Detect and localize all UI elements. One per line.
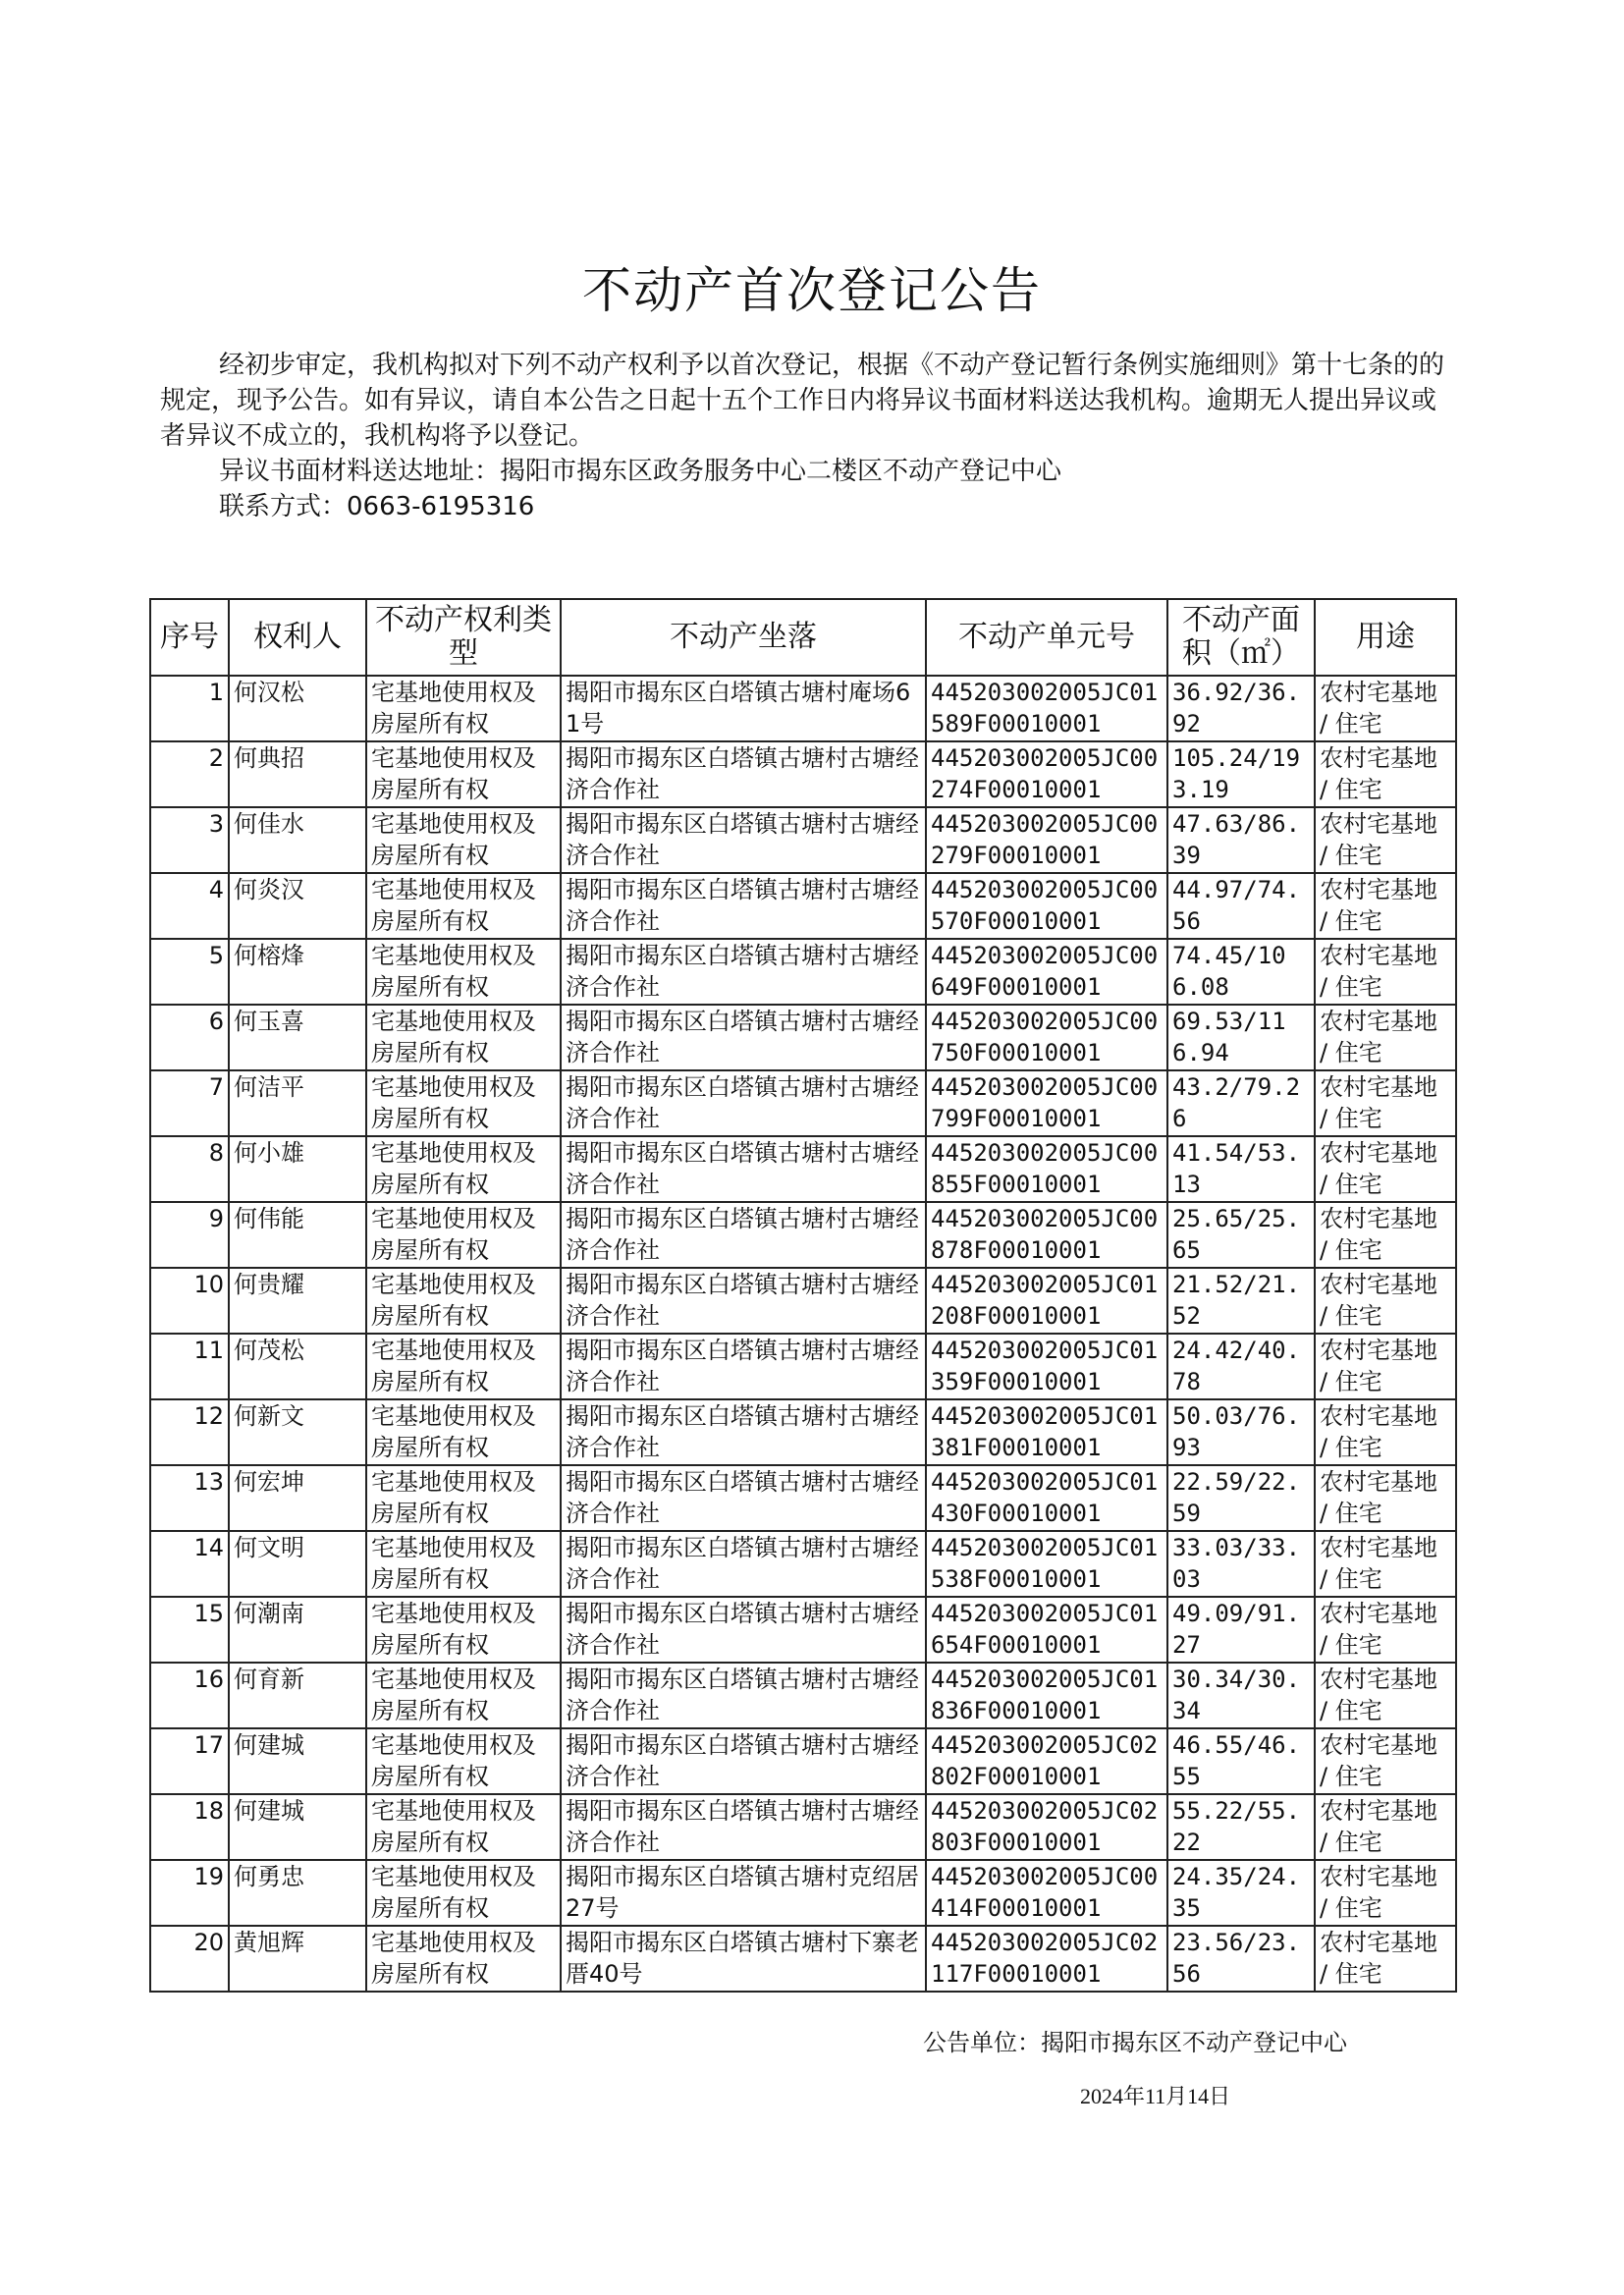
table-row [150,1070,1456,1136]
cell-unit-number: 445203002005JC01836F00010001 [926,1663,1167,1728]
cell-owner: 何玉喜 [229,1005,366,1070]
cell-seq: 10 [150,1268,229,1334]
cell-unit-number: 445203002005JC02802F00010001 [926,1728,1167,1794]
cell-usage: 农村宅基地 / 住宅 [1315,1465,1456,1531]
cell-seq: 14 [150,1531,229,1597]
cell-area: 74.45/106.08 [1167,939,1315,1005]
intro-paragraph: 经初步审定，我机构拟对下列不动产权利予以首次登记，根据《不动产登记暂行条例实施细则》第十七条的的规定，现予公告。如有异议，请自本公告之日起十五个工作日内将异议书面材料送达我机构。逾期无人提出异议或者异议不成立的，我机构将予以登记。 [160,351,1445,451]
cell-area: 55.22/55.22 [1167,1794,1315,1860]
table-header-row [150,599,1456,676]
cell-usage: 农村宅基地 / 住宅 [1315,1334,1456,1399]
cell-location: 揭阳市揭东区白塔镇古塘村古塘经济合作社 [561,1531,926,1597]
header-location: 不动产坐落 [561,599,926,676]
intro-text [160,348,1446,524]
header-unit-number: 不动产单元号 [926,599,1167,676]
cell-area: 43.2/79.26 [1167,1070,1315,1136]
cell-seq: 20 [150,1926,229,1992]
table-row [150,1926,1456,1992]
cell-usage: 农村宅基地 / 住宅 [1315,1794,1456,1860]
cell-right-type: 宅基地使用权及房屋所有权 [366,1070,561,1136]
cell-location: 揭阳市揭东区白塔镇古塘村古塘经济合作社 [561,1728,926,1794]
cell-right-type: 宅基地使用权及房屋所有权 [366,1597,561,1663]
cell-unit-number: 445203002005JC00414F00010001 [926,1860,1167,1926]
cell-usage: 农村宅基地 / 住宅 [1315,1202,1456,1268]
header-seq: 序号 [150,599,229,676]
cell-unit-number: 445203002005JC01654F00010001 [926,1597,1167,1663]
cell-owner: 何建城 [229,1794,366,1860]
cell-location: 揭阳市揭东区白塔镇古塘村古塘经济合作社 [561,1597,926,1663]
header-right-type: 不动产权利类型 [366,599,561,676]
cell-location: 揭阳市揭东区白塔镇古塘村古塘经济合作社 [561,807,926,873]
cell-area: 25.65/25.65 [1167,1202,1315,1268]
cell-area: 24.35/24.35 [1167,1860,1315,1926]
cell-owner: 何贵耀 [229,1268,366,1334]
cell-usage: 农村宅基地 / 住宅 [1315,1136,1456,1202]
cell-area: 21.52/21.52 [1167,1268,1315,1334]
page-title: 不动产首次登记公告 [582,261,1042,319]
cell-right-type: 宅基地使用权及房屋所有权 [366,1663,561,1728]
cell-owner: 何育新 [229,1663,366,1728]
cell-seq: 17 [150,1728,229,1794]
announcing-unit: 公告单位：揭阳市揭东区不动产登记中心 [923,2029,1347,2056]
table-row [150,1465,1456,1531]
cell-unit-number: 445203002005JC00878F00010001 [926,1202,1167,1268]
cell-area: 46.55/46.55 [1167,1728,1315,1794]
cell-right-type: 宅基地使用权及房屋所有权 [366,939,561,1005]
table-row [150,939,1456,1005]
cell-right-type: 宅基地使用权及房屋所有权 [366,1728,561,1794]
cell-seq: 4 [150,873,229,939]
cell-area: 47.63/86.39 [1167,807,1315,873]
table-row [150,1334,1456,1399]
cell-usage: 农村宅基地 / 住宅 [1315,1268,1456,1334]
cell-usage: 农村宅基地 / 住宅 [1315,676,1456,741]
cell-right-type: 宅基地使用权及房屋所有权 [366,1794,561,1860]
cell-seq: 13 [150,1465,229,1531]
cell-seq: 12 [150,1399,229,1465]
cell-right-type: 宅基地使用权及房屋所有权 [366,1860,561,1926]
cell-location: 揭阳市揭东区白塔镇古塘村下寨老厝40号 [561,1926,926,1992]
table-body [150,676,1456,1992]
table-row [150,873,1456,939]
cell-area: 22.59/22.59 [1167,1465,1315,1531]
cell-seq: 19 [150,1860,229,1926]
cell-seq: 6 [150,1005,229,1070]
table-row [150,1531,1456,1597]
cell-right-type: 宅基地使用权及房屋所有权 [366,1399,561,1465]
cell-seq: 7 [150,1070,229,1136]
cell-usage: 农村宅基地 / 住宅 [1315,1926,1456,1992]
cell-owner: 何小雄 [229,1136,366,1202]
cell-usage: 农村宅基地 / 住宅 [1315,873,1456,939]
cell-usage: 农村宅基地 / 住宅 [1315,1597,1456,1663]
cell-owner: 何伟能 [229,1202,366,1268]
cell-right-type: 宅基地使用权及房屋所有权 [366,1926,561,1992]
cell-unit-number: 445203002005JC01430F00010001 [926,1465,1167,1531]
cell-usage: 农村宅基地 / 住宅 [1315,939,1456,1005]
cell-area: 36.92/36.92 [1167,676,1315,741]
cell-unit-number: 445203002005JC01359F00010001 [926,1334,1167,1399]
table-row [150,1136,1456,1202]
cell-usage: 农村宅基地 / 住宅 [1315,1860,1456,1926]
table-row [150,1399,1456,1465]
cell-location: 揭阳市揭东区白塔镇古塘村古塘经济合作社 [561,1794,926,1860]
cell-usage: 农村宅基地 / 住宅 [1315,1070,1456,1136]
cell-owner: 何茂松 [229,1334,366,1399]
cell-owner: 何典招 [229,741,366,807]
cell-unit-number: 445203002005JC00570F00010001 [926,873,1167,939]
cell-owner: 何洁平 [229,1070,366,1136]
cell-unit-number: 445203002005JC02117F00010001 [926,1926,1167,1992]
cell-seq: 18 [150,1794,229,1860]
cell-unit-number: 445203002005JC00274F00010001 [926,741,1167,807]
cell-owner: 何建城 [229,1728,366,1794]
cell-usage: 农村宅基地 / 住宅 [1315,741,1456,807]
cell-seq: 16 [150,1663,229,1728]
cell-right-type: 宅基地使用权及房屋所有权 [366,1465,561,1531]
cell-owner: 黄旭辉 [229,1926,366,1992]
cell-usage: 农村宅基地 / 住宅 [1315,1728,1456,1794]
cell-unit-number: 445203002005JC01538F00010001 [926,1531,1167,1597]
table-row [150,807,1456,873]
announcement-date: 2024年11月14日 [1080,2084,1231,2108]
cell-area: 44.97/74.56 [1167,873,1315,939]
table-row [150,1663,1456,1728]
cell-area: 30.34/30.34 [1167,1663,1315,1728]
contact-info: 联系方式：0663-6195316 [219,492,535,521]
table-row [150,1728,1456,1794]
cell-owner: 何宏坤 [229,1465,366,1531]
cell-right-type: 宅基地使用权及房屋所有权 [366,873,561,939]
registration-table [149,598,1457,1993]
cell-unit-number: 445203002005JC00750F00010001 [926,1005,1167,1070]
cell-right-type: 宅基地使用权及房屋所有权 [366,807,561,873]
cell-unit-number: 445203002005JC00799F00010001 [926,1070,1167,1136]
cell-location: 揭阳市揭东区白塔镇古塘村古塘经济合作社 [561,741,926,807]
cell-owner: 何文明 [229,1531,366,1597]
cell-usage: 农村宅基地 / 住宅 [1315,1005,1456,1070]
cell-usage: 农村宅基地 / 住宅 [1315,1531,1456,1597]
cell-location: 揭阳市揭东区白塔镇古塘村古塘经济合作社 [561,1465,926,1531]
cell-unit-number: 445203002005JC00279F00010001 [926,807,1167,873]
cell-seq: 5 [150,939,229,1005]
cell-usage: 农村宅基地 / 住宅 [1315,1399,1456,1465]
cell-seq: 9 [150,1202,229,1268]
cell-location: 揭阳市揭东区白塔镇古塘村古塘经济合作社 [561,1136,926,1202]
table-row [150,1860,1456,1926]
cell-area: 69.53/116.94 [1167,1005,1315,1070]
header-area: 不动产面积（㎡） [1167,599,1315,676]
cell-seq: 3 [150,807,229,873]
cell-right-type: 宅基地使用权及房屋所有权 [366,1531,561,1597]
cell-right-type: 宅基地使用权及房屋所有权 [366,1268,561,1334]
cell-location: 揭阳市揭东区白塔镇古塘村古塘经济合作社 [561,1202,926,1268]
cell-location: 揭阳市揭东区白塔镇古塘村古塘经济合作社 [561,873,926,939]
cell-right-type: 宅基地使用权及房屋所有权 [366,1136,561,1202]
cell-right-type: 宅基地使用权及房屋所有权 [366,741,561,807]
header-owner: 权利人 [229,599,366,676]
cell-area: 50.03/76.93 [1167,1399,1315,1465]
objection-address: 异议书面材料送达地址：揭阳市揭东区政务服务中心二楼区不动产登记中心 [219,457,1062,486]
cell-location: 揭阳市揭东区白塔镇古塘村古塘经济合作社 [561,1399,926,1465]
cell-location: 揭阳市揭东区白塔镇古塘村古塘经济合作社 [561,939,926,1005]
cell-area: 49.09/91.27 [1167,1597,1315,1663]
cell-unit-number: 445203002005JC00855F00010001 [926,1136,1167,1202]
cell-area: 33.03/33.03 [1167,1531,1315,1597]
cell-location: 揭阳市揭东区白塔镇古塘村古塘经济合作社 [561,1663,926,1728]
cell-area: 23.56/23.56 [1167,1926,1315,1992]
cell-usage: 农村宅基地 / 住宅 [1315,807,1456,873]
cell-right-type: 宅基地使用权及房屋所有权 [366,676,561,741]
cell-owner: 何勇忠 [229,1860,366,1926]
cell-owner: 何榕烽 [229,939,366,1005]
header-usage: 用途 [1315,599,1456,676]
cell-location: 揭阳市揭东区白塔镇古塘村古塘经济合作社 [561,1005,926,1070]
cell-area: 24.42/40.78 [1167,1334,1315,1399]
cell-location: 揭阳市揭东区白塔镇古塘村古塘经济合作社 [561,1334,926,1399]
table-row [150,676,1456,741]
cell-seq: 11 [150,1334,229,1399]
cell-location: 揭阳市揭东区白塔镇古塘村古塘经济合作社 [561,1070,926,1136]
cell-owner: 何汉松 [229,676,366,741]
cell-seq: 15 [150,1597,229,1663]
table-row [150,1202,1456,1268]
cell-owner: 何炎汉 [229,873,366,939]
cell-location: 揭阳市揭东区白塔镇古塘村古塘经济合作社 [561,1268,926,1334]
cell-owner: 何新文 [229,1399,366,1465]
cell-right-type: 宅基地使用权及房屋所有权 [366,1005,561,1070]
cell-owner: 何佳水 [229,807,366,873]
cell-unit-number: 445203002005JC01589F00010001 [926,676,1167,741]
cell-unit-number: 445203002005JC02803F00010001 [926,1794,1167,1860]
cell-seq: 8 [150,1136,229,1202]
cell-location: 揭阳市揭东区白塔镇古塘村庵场61号 [561,676,926,741]
cell-seq: 2 [150,741,229,807]
table-row [150,1597,1456,1663]
cell-right-type: 宅基地使用权及房屋所有权 [366,1202,561,1268]
cell-right-type: 宅基地使用权及房屋所有权 [366,1334,561,1399]
table-row [150,1268,1456,1334]
cell-seq: 1 [150,676,229,741]
cell-owner: 何潮南 [229,1597,366,1663]
table-row [150,741,1456,807]
cell-location: 揭阳市揭东区白塔镇古塘村克绍居27号 [561,1860,926,1926]
cell-unit-number: 445203002005JC01381F00010001 [926,1399,1167,1465]
cell-unit-number: 445203002005JC00649F00010001 [926,939,1167,1005]
cell-area: 105.24/193.19 [1167,741,1315,807]
table-row [150,1794,1456,1860]
cell-usage: 农村宅基地 / 住宅 [1315,1663,1456,1728]
cell-unit-number: 445203002005JC01208F00010001 [926,1268,1167,1334]
table-row [150,1005,1456,1070]
cell-area: 41.54/53.13 [1167,1136,1315,1202]
